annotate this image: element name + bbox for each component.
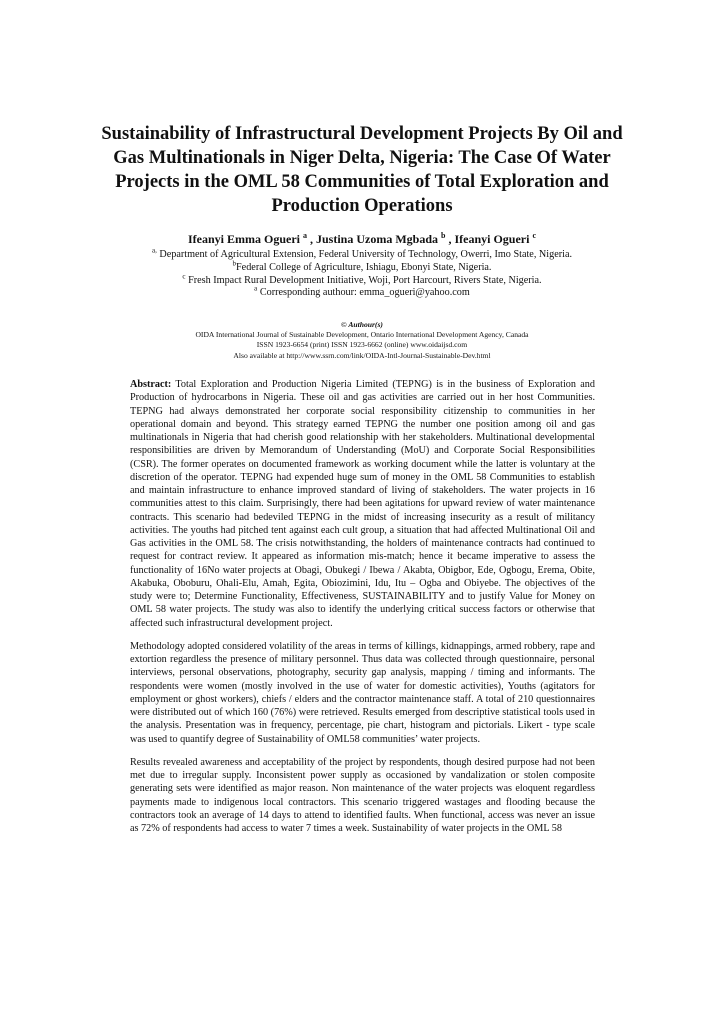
author-separator: ,: [306, 232, 316, 246]
abstract-label: Abstract:: [130, 379, 172, 390]
affil-text: Corresponding authour: emma_ogueri@yahoo.com: [257, 287, 470, 299]
publication-info: [110, 320, 614, 361]
author-name: Ifeanyi Emma Ogueri: [187, 232, 300, 246]
affil-mark: a: [254, 285, 258, 293]
author-affil-mark: b: [441, 231, 446, 240]
affil-text: Federal College of Agriculture, Ishiagu, Ebonyi State, Nigeria.: [236, 261, 492, 273]
corresponding-author: [110, 287, 614, 300]
paragraph-text: Total Exploration and Production Nigeria Limited (TEPNG) is in the business of Exploration and Production of hydrocarbons in Nigeria. These oil and gas activities are carried out in her host Communities. TEPNG had always demonstrated her corporate social responsibility citizenship to communities in her operational domain and beyond. This strategy earned TEPNG the number one position among oil and gas multinationals in Nigeria that had cherish good relationship with her stakeholders. Multinational developmental responsibilities are driven by Memorandum of Understanding (MoU) and Corporate Social Responsibilities (CSR). The former operates on documented framework as working document while the latter is voluntary at the discretion of the operator. TEPNG had expended huge sum of money in the OML 58 Communities to establish and maintain infrastructure to enhance improved standard of living of stakeholders. The water projects in 16 communities attest to this claim. Surprisingly, there had been agitations for upward review of water maintenance contracts. This scenario had bedeviled TEPNG in the midst of increasing insecurity as a result of militancy activities. The youths had pitched tent against each cult group, a situation that had affected Multinational Oil and Gas activities in the OML 58. The crisis notwithstanding, the holders of maintenance contracts had continued to request for contract review. It appeared as information mis-match; hence it became imperative to assess the functionality of 16No water projects at Obagi, Obukegi / Ibewa / Akabta, Obigbor, Ede, Ogbogu, Erema, Obite, Akabuka, Oboburu, Ohali-Elu, Amah, Egita, Obiozimini, Idu, Itu – Ogba and Obiyebe. The objectives of the study were to; Determine Functionality, Effectiveness, SUSTAINABILITY and to justify Value for Money on OML 58 water projects. The study was also to identify the underlying critical success factors or otherwise that affected such infrastructural development project.: [130, 379, 595, 629]
results-paragraph: Results revealed awareness and acceptability of the project by respondents, though desired purpose had not been met due to irregular supply. Inconsistent power supply as occasioned by vandalization or stolen composite generating sets were identified as major reason. Non maintenance of the water projects was eloquent regardless payments made to indigenous local contractors. This scenario triggered wastages and flooding because the contractors took an average of 14 days to attend to identified faults. When functional, access was never an issue as 72% of respondents had access to water 7 times a week. Sustainability of water projects in the OML 58: [130, 756, 595, 834]
author-list: [110, 231, 614, 247]
affiliation-line: [110, 246, 614, 262]
methodology-paragraph: Methodology adopted considered volatility of the areas in terms of killings, kidnappings, armed robbery, rape and extortion regardless the presence of military personnel. Thus data was collected through questionnaire, personal interviews, personal observations, photography, security gap analysis, mapping / timing and informants. The respondents were women (mostly involved in the use of water for domestic activities), Youths (agitators for employment or ghost workers), chiefs / elders and the contractor maintenance staff. A total of 210 questionnaires were distributed out of which 160 (76%) were retrieved. Results emerged from descriptive statistical tools used in the analysis. Presentation was in frequency, percentage, pie chart, histogram and pictorials. Likert - type scale was used to quantify degree of Sustainability of OML58 communities’ water projects.: [130, 640, 595, 745]
abstract-body: [130, 378, 595, 845]
affil-text: Fresh Impact Rural Development Initiative, Woji, Port Harcourt, Rivers State, Nigeria.: [185, 274, 542, 286]
author-affil-mark: a: [302, 231, 307, 240]
author-separator: ,: [445, 232, 455, 246]
affil-text: Department of Agricultural Extension, Federal University of Technology, Owerri, Imo State, Nigeria.: [156, 249, 573, 260]
copyright-line: © Authour(s): [341, 320, 383, 329]
author-affil-mark: c: [532, 231, 537, 240]
author-name: Ifeanyi Ogueri: [454, 232, 530, 246]
paper-title: Sustainability of Infrastructural Development Projects By Oil and Gas Multinationals in Niger Delta, Nigeria: The Case Of Water Projects in the OML 58 Communities of Total Exploration and Production Operations: [101, 124, 623, 216]
abstract-paragraph: [130, 378, 595, 630]
affil-mark: a,: [151, 246, 157, 255]
affil-mark: c: [182, 272, 186, 281]
journal-line: OIDA International Journal of Sustainable Development, Ontario International Development Agency, Canada: [195, 330, 529, 340]
affiliations: [110, 246, 614, 300]
availability-line: Also available at http://www.ssrn.com/link/OIDA-Intl-Journal-Sustainable-Dev.html: [233, 350, 491, 360]
author-name: Justina Uzoma Mgbada: [315, 232, 438, 246]
affiliation-line: [110, 272, 614, 288]
issn-line: ISSN 1923-6654 (print) ISSN 1923-6662 (online) www.oidaijsd.com: [256, 340, 468, 350]
affil-mark: b: [232, 259, 237, 268]
